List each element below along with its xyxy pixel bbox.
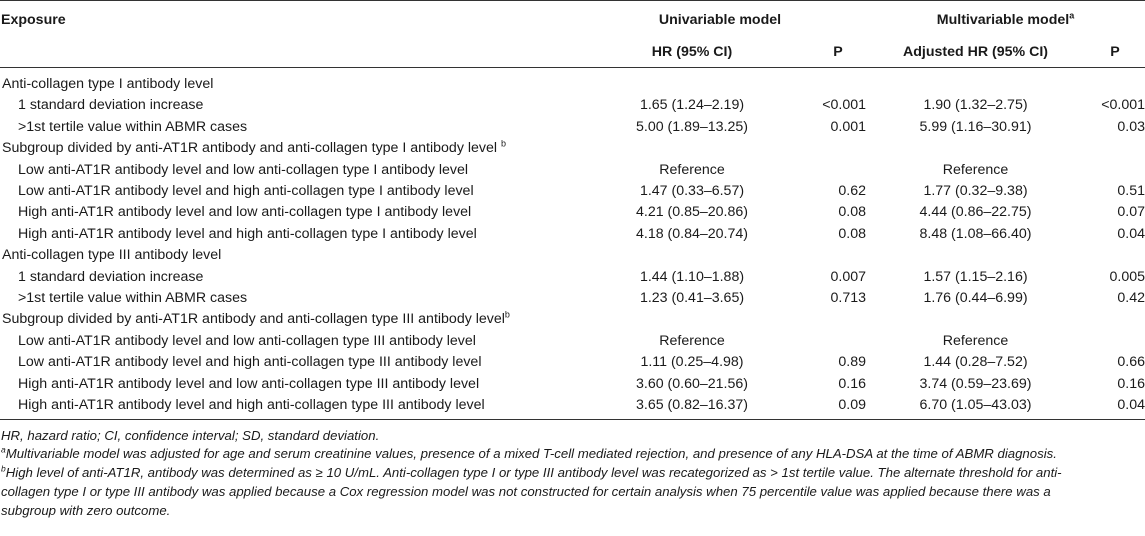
p-value-cell: 0.16 xyxy=(838,375,866,392)
exposure-label: Low anti-AT1R antibody level and high anti-collagen type III antibody level xyxy=(18,354,482,371)
table-header-row-2 xyxy=(0,37,1145,68)
p-value-cell xyxy=(810,138,866,159)
p-value-cell: 0.89 xyxy=(838,354,866,371)
p-value-cell: 0.62 xyxy=(838,183,866,200)
hr-cell xyxy=(574,309,810,330)
adjusted-hr-cell: 1.57 (1.15–2.16) xyxy=(923,268,1028,285)
adjusted-hr-cell: Reference xyxy=(942,161,1009,178)
table-header-row-1 xyxy=(0,1,1145,38)
p-value-cell: 0.001 xyxy=(830,118,866,135)
exposure-label: >1st tertile value within ABMR cases xyxy=(18,290,248,307)
table-row xyxy=(0,267,1145,288)
adjusted-hr-cell xyxy=(866,138,1085,159)
hr-cell: 1.11 (0.25–4.98) xyxy=(640,354,744,371)
hr-cell: 3.65 (0.82–16.37) xyxy=(574,395,810,419)
p-value-cell: 0.09 xyxy=(810,395,866,419)
adjusted-hr-cell: 8.48 (1.08–66.40) xyxy=(919,225,1032,242)
footnote-b-line-2: collagen type I or type III antibody was applied because a Cox regression model was not constructed for certain analysis when 75 percentile value was applied because there was a xyxy=(1,483,1051,499)
adjusted-p-value-cell: 0.07 xyxy=(1117,204,1145,221)
adjusted-hr-cell xyxy=(866,68,1085,96)
table-row xyxy=(0,309,1145,330)
hr-cell: 1.44 (1.10–1.88) xyxy=(639,268,745,285)
table-row xyxy=(0,181,1145,202)
exposure-label: >1st tertile value within ABMR cases xyxy=(18,118,248,135)
p-value-cell: 0.713 xyxy=(830,290,866,307)
univariable-header: Univariable model xyxy=(574,1,866,38)
hr-cell xyxy=(574,245,810,266)
table-row xyxy=(0,95,1145,116)
p-value-cell xyxy=(810,68,866,96)
hr-cell: 3.60 (0.60–21.56) xyxy=(635,375,748,392)
hr-cell: 4.18 (0.84–20.74) xyxy=(635,225,748,242)
hr-header: HR (95% CI) xyxy=(574,37,810,68)
table-row xyxy=(0,202,1145,223)
p-value-cell xyxy=(810,331,866,352)
adjusted-p-value-cell: 0.42 xyxy=(1117,290,1145,307)
table-row xyxy=(0,138,1145,159)
exposure-label: Subgroup divided by anti-AT1R antibody and anti-collagen type I antibody level $^b$ xyxy=(2,138,506,157)
adjusted-p-value-cell xyxy=(1085,138,1145,159)
footnote-b: $^b$High level of anti-AT1R, antibody was determined as ≥ 10 U/mL. Anti-collagen type I or type III antibody level was recategorized as > 1st tertile value. The alternate threshold for anti- xyxy=(1,463,1062,481)
adjusted-p-value-cell xyxy=(1085,245,1145,266)
table-body xyxy=(0,68,1145,420)
table-row xyxy=(0,245,1145,266)
table-row xyxy=(0,160,1145,181)
adjusted-hr-cell: Reference xyxy=(942,332,1009,349)
adjusted-hr-cell: 1.76 (0.44–6.99) xyxy=(923,290,1028,307)
hr-cell xyxy=(574,68,810,96)
adjusted-p-value-cell: 0.04 xyxy=(1117,225,1145,242)
table-row xyxy=(0,288,1145,309)
adjusted-hr-cell: 4.44 (0.86–22.75) xyxy=(919,204,1032,221)
adjusted-hr-cell: 5.99 (1.16–30.91) xyxy=(919,118,1032,135)
adjusted-hr-cell: 1.77 (0.32–9.38) xyxy=(923,183,1028,200)
p-value-cell: 0.007 xyxy=(830,268,866,285)
adjusted-hr-cell: 1.90 (1.32–2.75) xyxy=(923,97,1028,114)
adjusted-p-header: P xyxy=(1085,37,1145,68)
exposure-label: Anti-collagen type III antibody level xyxy=(2,247,222,264)
adjusted-p-value-cell: 0.51 xyxy=(1117,183,1145,200)
p-value-cell xyxy=(810,309,866,330)
table-row xyxy=(0,352,1145,373)
table-row xyxy=(0,117,1145,138)
multivariable-header: Multivariable model$^a$ xyxy=(866,1,1145,38)
exposure-label: 1 standard deviation increase xyxy=(18,268,204,285)
hr-cell: Reference xyxy=(659,161,725,178)
exposure-label: Subgroup divided by anti-AT1R antibody and anti-collagen type III antibody level$^b$ xyxy=(2,309,510,328)
hr-cell xyxy=(574,138,810,159)
hr-cell: 1.23 (0.41–3.65) xyxy=(639,290,745,307)
exposure-label: Low anti-AT1R antibody level and high anti-collagen type I antibody level xyxy=(18,183,474,200)
exposure-label: High anti-AT1R antibody level and high anti-collagen type III antibody level xyxy=(0,395,574,419)
exposure-label: 1 standard deviation increase xyxy=(18,97,204,114)
adjusted-hr-cell: 1.44 (0.28–7.52) xyxy=(923,354,1028,371)
adjusted-hr-cell: 6.70 (1.05–43.03) xyxy=(866,395,1085,419)
exposure-label: High anti-AT1R antibody level and low anti-collagen type III antibody level xyxy=(18,375,480,392)
hr-cell: 1.47 (0.33–6.57) xyxy=(639,183,745,200)
exposure-label: Low anti-AT1R antibody level and low anti-collagen type I antibody level xyxy=(18,161,469,178)
adjusted-p-value-cell xyxy=(1085,331,1145,352)
exposure-label: High anti-AT1R antibody level and low anti-collagen type I antibody level xyxy=(18,204,472,221)
adjusted-p-value-cell: 0.66 xyxy=(1117,354,1145,371)
adjusted-hr-header: Adjusted HR (95% CI) xyxy=(866,37,1085,68)
hr-cell: 1.65 (1.24–2.19) xyxy=(639,97,745,114)
p-value-cell xyxy=(810,160,866,181)
adjusted-p-value-cell: 0.005 xyxy=(1109,268,1145,285)
footnote-b-line-3: subgroup with zero outcome. xyxy=(1,502,171,518)
adjusted-p-value-cell xyxy=(1085,160,1145,181)
adjusted-p-value-cell: 0.16 xyxy=(1117,375,1145,392)
adjusted-p-value-cell: <0.001 xyxy=(1101,97,1145,114)
footnote-a: $^a$Multivariable model was adjusted for age and serum creatinine values, presence of a mixed T-cell mediated rejection, and presence of any HLA-DSA at the time of ABMR diagnosis. xyxy=(1,444,1057,462)
table-row xyxy=(0,374,1145,395)
hr-cell: 4.21 (0.85–20.86) xyxy=(635,204,748,221)
p-value-cell: <0.001 xyxy=(822,97,866,114)
table-footnotes xyxy=(0,420,1145,521)
table-row xyxy=(0,331,1145,352)
blank-header-cell xyxy=(0,37,574,68)
exposure-header: Exposure xyxy=(0,1,574,38)
table-row xyxy=(0,395,1145,419)
footnote-abbreviations: HR, hazard ratio; CI, confidence interval; SD, standard deviation. xyxy=(1,427,380,443)
hr-cell: Reference xyxy=(659,332,725,349)
adjusted-p-value-cell: 0.04 xyxy=(1085,395,1145,419)
adjusted-hr-cell xyxy=(866,245,1085,266)
adjusted-hr-cell: 3.74 (0.59–23.69) xyxy=(919,375,1032,392)
adjusted-hr-cell xyxy=(866,309,1085,330)
exposure-label: Anti-collagen type I antibody level xyxy=(2,76,214,92)
p-value-cell xyxy=(810,245,866,266)
exposure-label: High anti-AT1R antibody level and high anti-collagen type I antibody level xyxy=(18,225,477,242)
p-value-cell: 0.08 xyxy=(838,204,866,221)
exposure-label: Low anti-AT1R antibody level and low anti-collagen type III antibody level xyxy=(18,332,476,349)
table-row xyxy=(0,68,1145,96)
hr-cell: 5.00 (1.89–13.25) xyxy=(635,118,748,135)
p-value-cell: 0.08 xyxy=(838,225,866,242)
adjusted-p-value-cell xyxy=(1085,68,1145,96)
adjusted-p-value-cell xyxy=(1085,309,1145,330)
adjusted-p-value-cell: 0.03 xyxy=(1117,118,1145,135)
table-row xyxy=(0,224,1145,245)
p-header: P xyxy=(810,37,866,68)
